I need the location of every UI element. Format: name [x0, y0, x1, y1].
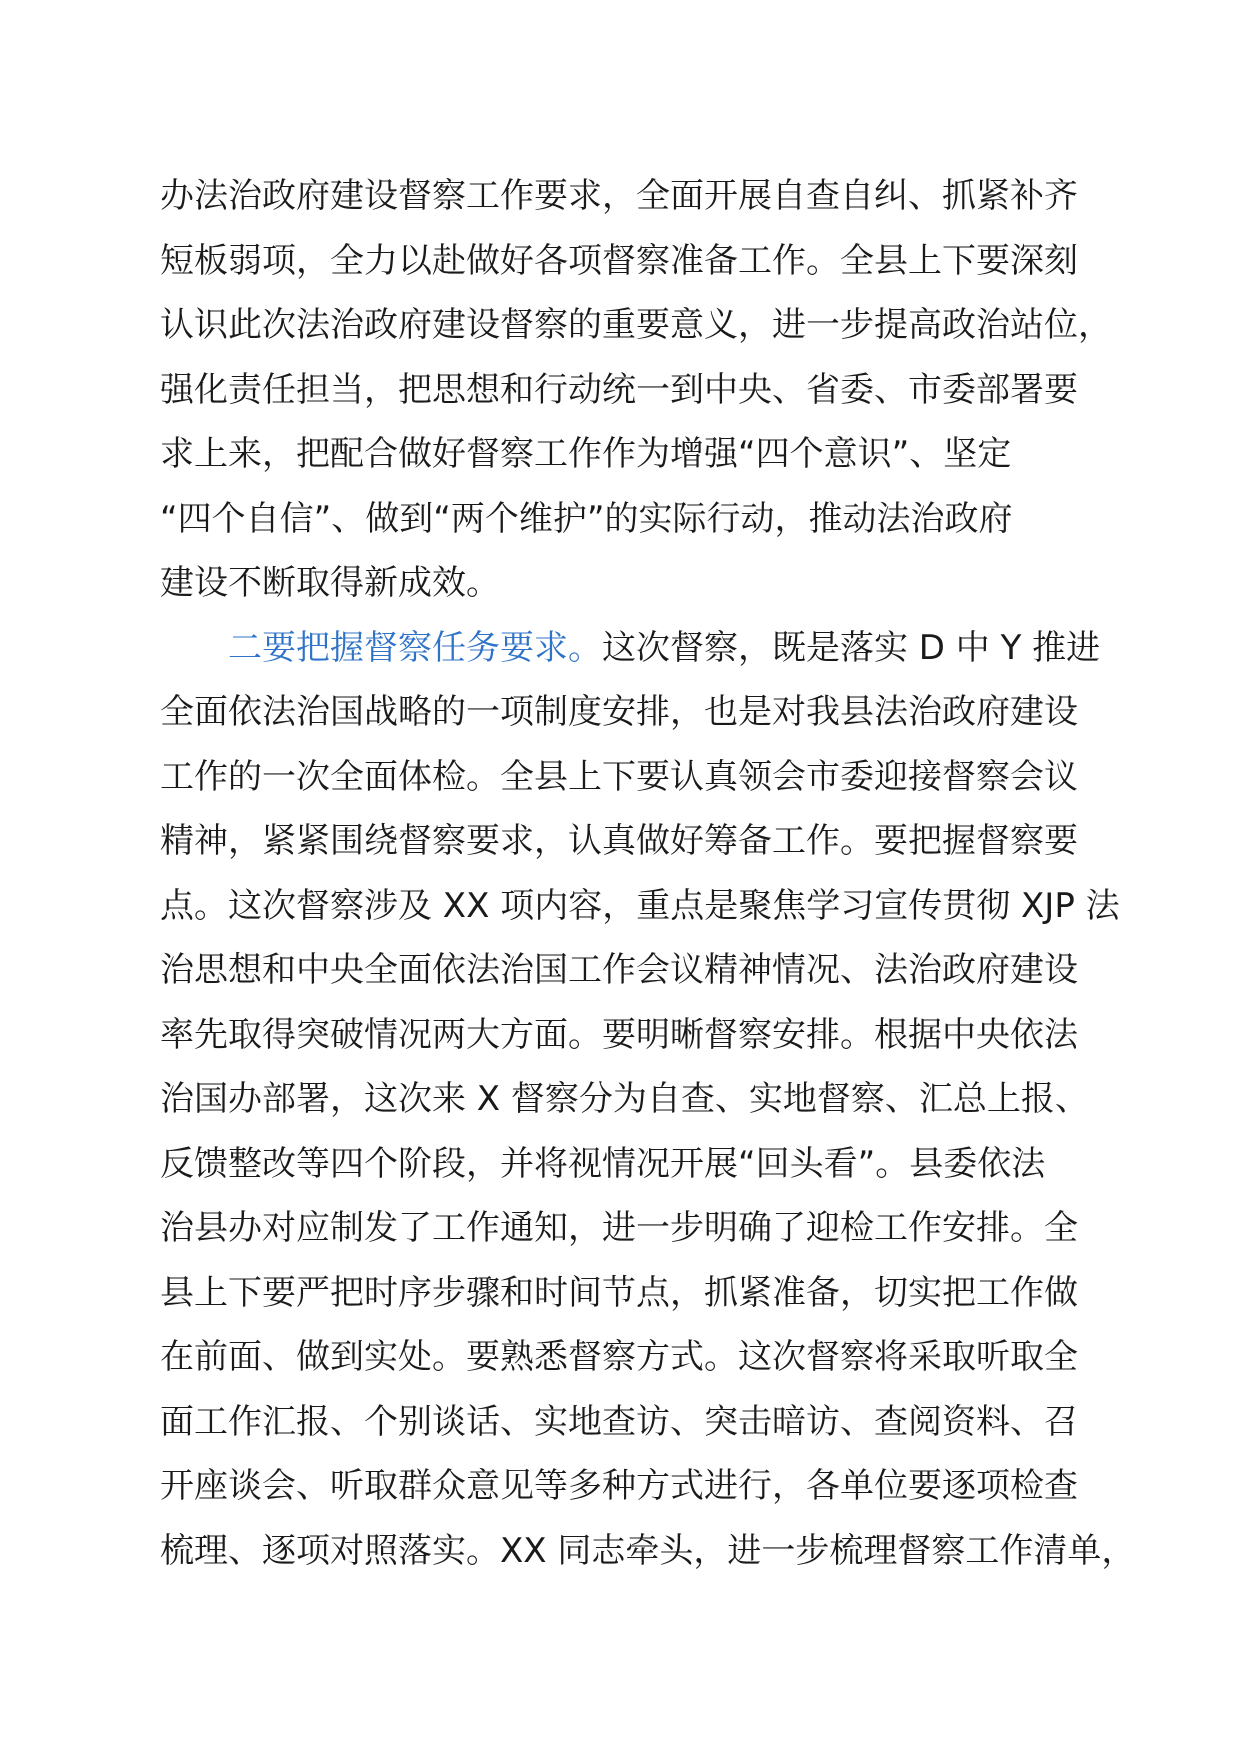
text-line: 点。这次督察涉及 XX 项内容，重点是聚焦学习宣传贯彻 XJP 法: [160, 885, 1120, 926]
text-line: “四个自信”、做到“两个维护”的实际行动，推动法治政府: [160, 498, 1013, 539]
text-line: 建设不断取得新成效。: [160, 563, 500, 603]
text-run: 这次督察，既是落实 D 中 Y 推进: [602, 627, 1101, 668]
paragraph-2: [160, 616, 1136, 1584]
document-body: [160, 164, 1136, 1583]
text-line: 开座谈会、听取群众意见等多种方式进行，各单位要逐项检查: [160, 1466, 1078, 1506]
text-line: 县上下要严把时序步骤和时间节点，抓紧准备，切实把工作做: [160, 1272, 1078, 1313]
text-line: 短板弱项，全力以赴做好各项督察准备工作。全县上下要深刻: [160, 240, 1078, 281]
paragraph-2-first-line: [160, 616, 1100, 681]
text-line: 强化责任担当，把思想和行动统一到中央、省委、市委部署要: [160, 369, 1078, 410]
text-line: 精神，紧紧围绕督察要求，认真做好筹备工作。要把握督察要: [160, 821, 1078, 861]
text-line: 治国办部署，这次来 X 督察分为自查、实地督察、汇总上报、: [160, 1079, 1089, 1119]
text-line: 梳理、逐项对照落实。XX 同志牵头，进一步梳理督察工作清单，: [160, 1530, 1136, 1571]
text-line: 反馈整改等四个阶段，并将视情况开展“回头看”。县委依法: [160, 1143, 1046, 1184]
paragraph-1: [160, 164, 1112, 616]
section-heading: 二要把握督察任务要求。: [228, 627, 602, 668]
text-line: 办法治政府建设督察工作要求，全面开展自查自纠、抓紧补齐: [160, 176, 1078, 216]
text-line: 治思想和中央全面依法治国工作会议精神情况、法治政府建设: [160, 950, 1078, 990]
text-line: 全面依法治国战略的一项制度安排，也是对我县法治政府建设: [160, 692, 1078, 732]
text-line: 认识此次法治政府建设督察的重要意义，进一步提高政治站位，: [160, 305, 1112, 345]
text-line: 工作的一次全面体检。全县上下要认真领会市委迎接督察会议: [160, 756, 1078, 797]
text-line: 求上来，把配合做好督察工作作为增强“四个意识”、坚定: [160, 434, 1012, 474]
text-line: 面工作汇报、个别谈话、实地查访、突击暗访、查阅资料、召: [160, 1401, 1078, 1442]
text-line: 在前面、做到实处。要熟悉督察方式。这次督察将采取听取全: [160, 1337, 1078, 1377]
text-line: 治县办对应制发了工作通知，进一步明确了迎检工作安排。全: [160, 1208, 1078, 1248]
text-line: 率先取得突破情况两大方面。要明晰督察安排。根据中央依法: [160, 1014, 1078, 1055]
